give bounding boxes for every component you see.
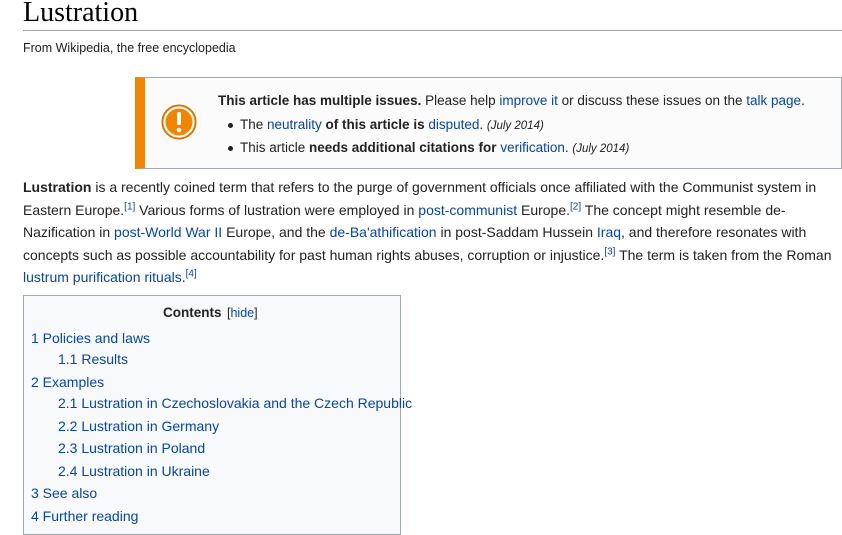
toc-title: Contents: [163, 305, 222, 320]
issue-date: (July 2014): [572, 143, 630, 155]
intro-text: The concept might resemble de-Nazification in: [23, 201, 786, 240]
issue-item-citations: [240, 137, 838, 160]
toc-item-examples[interactable]: 2 Examples: [31, 374, 105, 390]
toc-item-poland[interactable]: 2.3 Lustration in Poland: [58, 440, 206, 456]
title-divider: [23, 30, 842, 31]
issue-bold-text: needs additional citations for: [309, 140, 497, 155]
issue-date: (July 2014): [486, 120, 544, 132]
intro-text: is a recently coined term that refers to the purge of government officials once affiliated with the Communist system in Eastern Europe.: [23, 179, 817, 218]
issue-text: This article: [240, 140, 310, 155]
disputed-link[interactable]: disputed: [428, 117, 480, 132]
intro-text: , and therefore resonates with concepts such as possible accountability for past human rights abuses, corruption or injustice.: [23, 224, 807, 263]
issues-text: .: [801, 93, 805, 108]
reference-4-link[interactable]: [4]: [185, 268, 197, 280]
reference-1-link[interactable]: [1]: [124, 200, 136, 212]
intro-text: The term is taken from the Roman: [615, 246, 832, 263]
toc-item-see-also[interactable]: 3 See also: [31, 485, 98, 501]
issues-text: Please help: [421, 93, 500, 108]
toc-item-policies-and-laws[interactable]: 1 Policies and laws: [31, 330, 151, 346]
issues-text: or discuss these issues on the: [557, 93, 747, 108]
issue-item-neutrality: [240, 114, 838, 137]
issue-text: .: [479, 117, 484, 132]
intro-text: Europe.: [517, 201, 571, 218]
toc-item-germany[interactable]: 2.2 Lustration in Germany: [58, 418, 220, 434]
reference-2-link[interactable]: [2]: [570, 200, 582, 212]
toc-toggle: [227, 306, 258, 320]
toc-item-results[interactable]: 1.1 Results: [58, 351, 129, 367]
page-title: Lustration: [23, 0, 139, 28]
issues-list: [218, 114, 838, 160]
intro-text: Europe, and the: [222, 224, 330, 240]
post-communist-link[interactable]: post-communist: [418, 201, 518, 218]
toc-item-further-reading[interactable]: 4 Further reading: [31, 508, 139, 524]
toc-toggle-bracket: [: [227, 306, 231, 320]
site-tagline: From Wikipedia, the free encyclopedia: [23, 41, 236, 55]
issues-heading: [218, 91, 838, 111]
post-world-war-ii-link[interactable]: post-World War II: [114, 224, 223, 240]
intro-paragraph: [23, 176, 835, 289]
intro-text: .: [181, 269, 186, 285]
toc-toggle-bracket: ]: [254, 306, 258, 320]
intro-text: in post-Saddam Hussein: [436, 224, 597, 240]
toc-item-ukraine[interactable]: 2.4 Lustration in Ukraine: [58, 463, 210, 479]
lustrum-link[interactable]: lustrum purification rituals: [23, 269, 182, 285]
issues-box-text: [218, 91, 838, 160]
de-baathification-link[interactable]: de-Ba'athification: [329, 224, 437, 240]
intro-term: Lustration: [23, 179, 92, 195]
warning-exclamation-icon: [161, 104, 197, 140]
verification-link[interactable]: verification: [500, 140, 565, 155]
intro-text: Various forms of lustration were employed in: [135, 201, 419, 218]
issue-bold-text: of this article is: [321, 117, 429, 132]
issue-text: .: [564, 140, 569, 155]
issues-heading-bold: This article has multiple issues.: [218, 93, 422, 108]
neutrality-link[interactable]: neutrality: [267, 117, 322, 132]
improve-it-link[interactable]: improve it: [499, 93, 558, 108]
issue-text: The: [240, 117, 268, 132]
iraq-link[interactable]: Iraq: [596, 224, 622, 240]
toc-item-czechoslovakia[interactable]: 2.1 Lustration in Czechoslovakia and the Czech Republic: [58, 395, 413, 411]
reference-3-link[interactable]: [3]: [604, 245, 616, 257]
toc-hide-link[interactable]: hide: [230, 306, 255, 320]
talk-page-link[interactable]: talk page: [746, 93, 802, 108]
